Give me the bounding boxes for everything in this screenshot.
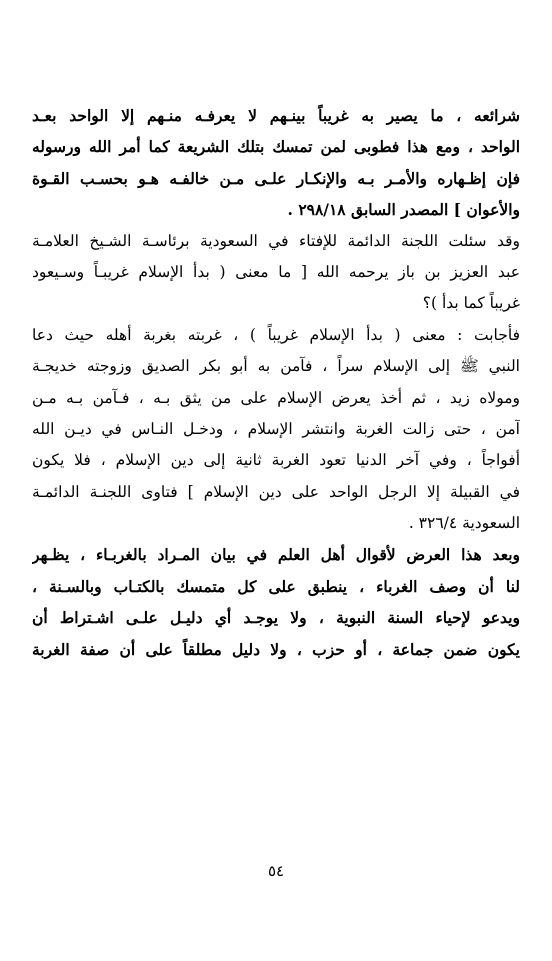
paragraph-2 (32, 226, 520, 320)
text-line: لنا أن وصف الغرباء ، ينطبق على كل متمسك بالكتـاب وبالسـنة ، (32, 576, 520, 596)
text-line: والأعوان ] المصدر السابق ٢٩٨/١٨ . (287, 200, 520, 220)
text-line: السعودية ٣٢٦/٤ . (408, 514, 520, 533)
text-line: الواحد ، ومع هذا فطوبى لمن تمسك بتلك الشريعة كما أمر الله ورسوله (32, 137, 520, 157)
paragraph-1 (32, 100, 520, 226)
text-line: شرائعه ، ما يصير به غريباً بينـهم لا يعرفـه منـهم إلا الواحد بعـد (32, 106, 520, 125)
text-line: وبعد هذا العرض لأقوال أهل العلم في بيان المـراد بالغربـاء ، يظـهر (32, 545, 520, 565)
document-page (32, 100, 520, 665)
text-line: يكون ضمن جماعة ، أو حزب ، ولا دليل مطلقاً على أن صفة الغربة (32, 639, 520, 659)
text-line: النبي ﷺ إلى الإسلام سراً ، فآمن به أبو بكر الصديق وزوجته خديجـة (32, 357, 520, 376)
text-line: أفواجاً ، وفي آخر الدنيا تعود الغربة ثانية إلى دين الإسلام ، فلا يكون (32, 451, 520, 470)
text-line: فأجابت : معنى ( بدأ الإسلام غريباً ) ، غربته بغربة أهله حيث دعا (32, 325, 520, 344)
paragraph-4 (32, 539, 520, 665)
text-line: عبد العزيز بن باز يرحمه الله [ ما معنى ( بدأ الإسلام غريبـاً وسـيعود (32, 262, 520, 281)
text-line: ومولاه زيد ، ثم أخذ يعرض الإسلام على من يثق بـه ، فـآمن بـه مـن (32, 388, 520, 407)
paragraph-3 (32, 320, 520, 540)
text-line: في القبيلة إلا الرجل الواحد على دين الإسلام ] فتاوى اللجنـة الدائمـة (32, 482, 520, 501)
text-line: آمن ، حتى زالت الغربة وانتشر الإسلام ، ودخـل النـاس في ديـن الله (32, 419, 520, 438)
text-line: ويدعو لإحياء السنة النبوية ، ولا يوجـد أي دليـل علـى اشـتراط أن (32, 608, 520, 628)
text-line: فإن إظـهاره والأمـر بـه والإنكـار علـى مـن خالفـه هـو بحسـب القـوة (32, 168, 520, 188)
page-number: ٥٤ (267, 862, 285, 880)
text-line: غريباً كما بدأ )؟ (422, 294, 520, 313)
text-line: وقد سئلت اللجنة الدائمة للإفتاء في السعودية برئاسـة الشـيخ العلامـة (32, 231, 520, 250)
